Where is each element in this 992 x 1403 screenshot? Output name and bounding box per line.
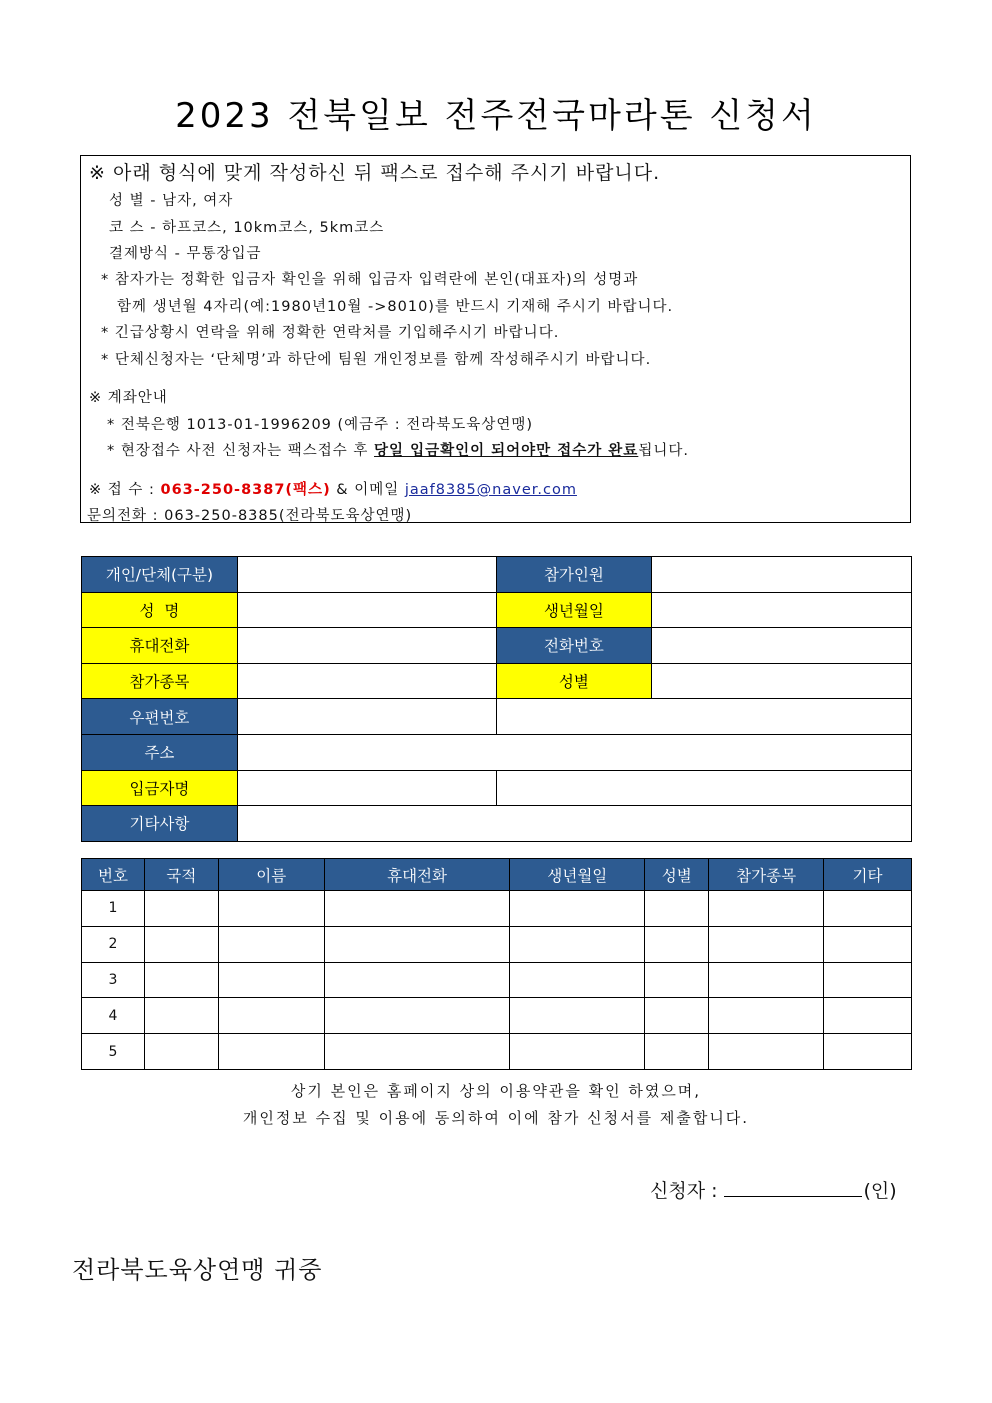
row-number: 4 <box>82 998 145 1034</box>
table-cell[interactable] <box>510 1034 645 1070</box>
table-cell[interactable] <box>510 926 645 962</box>
notice-depositor-note: * 참자가는 정확한 입금자 확인을 위해 입금자 입력란에 본인(대표자)의 성명과 <box>101 272 639 288</box>
table-cell[interactable] <box>824 962 912 998</box>
col-header-name: 이름 <box>218 859 324 891</box>
table-cell[interactable] <box>824 998 912 1034</box>
recipient-footer: 전라북도육상연맹 귀중 <box>72 1256 323 1284</box>
table-cell[interactable] <box>510 962 645 998</box>
inquiry-phone: 문의전화 : 063-250-8385(전라북도육상연맹) <box>87 508 413 524</box>
table-cell[interactable] <box>510 998 645 1034</box>
table-row <box>82 926 912 962</box>
table-cell[interactable] <box>144 926 218 962</box>
field-category[interactable] <box>237 557 496 593</box>
label-etc: 기타사항 <box>82 806 238 842</box>
table-row <box>82 998 912 1034</box>
table-cell[interactable] <box>144 998 218 1034</box>
field-event[interactable] <box>237 663 496 699</box>
col-header-birth: 생년월일 <box>510 859 645 891</box>
onsite-emphasis: 당일 입금확인이 되어야만 접수가 완료 <box>374 443 639 459</box>
col-header-etc: 기타 <box>824 859 912 891</box>
table-cell[interactable] <box>645 1034 709 1070</box>
field-zip[interactable] <box>237 699 496 735</box>
table-cell[interactable] <box>709 926 824 962</box>
signature-field[interactable] <box>724 1178 862 1197</box>
table-cell[interactable] <box>824 1034 912 1070</box>
row-number: 5 <box>82 1034 145 1070</box>
label-mobile: 휴대전화 <box>82 628 238 664</box>
notice-group-note: * 단체신청자는 ‘단체명’과 하단에 팀원 개인정보를 함께 작성해주시기 바랍니다. <box>101 352 652 368</box>
table-cell[interactable] <box>324 962 510 998</box>
label-gender: 성별 <box>496 663 652 699</box>
notice-contact-note: * 긴급상황시 연락을 위해 정확한 연락처를 기입해주시기 바랍니다. <box>101 325 560 341</box>
table-cell[interactable] <box>645 998 709 1034</box>
table-cell[interactable] <box>324 998 510 1034</box>
field-phone[interactable] <box>652 628 912 664</box>
label-birth: 생년월일 <box>496 592 652 628</box>
fax-number: 063-250-8387(팩스) <box>160 482 331 498</box>
label-phone: 전화번호 <box>496 628 652 664</box>
notice-payment: 결제방식 - 무통장입금 <box>109 246 262 262</box>
table-row <box>82 1034 912 1070</box>
account-bank: * 전북은행 1013-01-1996209 (예금주 : 전라북도육상연맹) <box>107 417 533 433</box>
table-cell[interactable] <box>218 891 324 927</box>
table-cell[interactable] <box>324 891 510 927</box>
applicant-info-table <box>81 556 912 842</box>
table-cell[interactable] <box>144 1034 218 1070</box>
label-participants: 참가인원 <box>496 557 652 593</box>
field-participants[interactable] <box>652 557 912 593</box>
table-row <box>82 962 912 998</box>
field-birth[interactable] <box>652 592 912 628</box>
label-zip: 우편번호 <box>82 699 238 735</box>
col-header-event: 참가종목 <box>709 859 824 891</box>
notice-depositor-note-2: 함께 생년월 4자리(예:1980년10월 ->8010)를 반드시 기재해 주시기 바랍니다. <box>117 299 674 315</box>
table-cell[interactable] <box>709 891 824 927</box>
field-depositor[interactable] <box>237 770 496 806</box>
label-name: 성 명 <box>82 592 238 628</box>
table-row <box>82 891 912 927</box>
table-cell[interactable] <box>709 1034 824 1070</box>
col-header-mobile: 휴대전화 <box>324 859 510 891</box>
notice-gender: 성 별 - 남자, 여자 <box>109 193 234 209</box>
table-cell[interactable] <box>824 926 912 962</box>
field-etc[interactable] <box>237 806 911 842</box>
account-heading: ※ 계좌안내 <box>89 390 168 406</box>
team-members-table <box>81 858 912 1070</box>
field-zip-extra[interactable] <box>496 699 912 735</box>
reception-label: ※ 접 수 : <box>89 482 161 498</box>
onsite-suffix: 됩니다. <box>638 443 689 459</box>
field-mobile[interactable] <box>237 628 496 664</box>
table-cell[interactable] <box>709 998 824 1034</box>
table-cell[interactable] <box>645 962 709 998</box>
label-depositor: 입금자명 <box>82 770 238 806</box>
label-event: 참가종목 <box>82 663 238 699</box>
consent-line-2: 개인정보 수집 및 이용에 동의하여 이에 참가 신청서를 제출합니다. <box>242 1109 750 1127</box>
table-cell[interactable] <box>510 891 645 927</box>
table-cell[interactable] <box>645 891 709 927</box>
consent-line-1: 상기 본인은 홈페이지 상의 이용약관을 확인 하였으며, <box>290 1082 702 1100</box>
table-cell[interactable] <box>218 926 324 962</box>
label-address: 주소 <box>82 734 238 770</box>
notice-box <box>80 155 911 523</box>
onsite-note <box>107 439 689 460</box>
table-cell[interactable] <box>824 891 912 927</box>
table-cell[interactable] <box>144 962 218 998</box>
row-number: 2 <box>82 926 145 962</box>
email-link[interactable]: jaaf8385@naver.com <box>404 482 577 498</box>
col-header-gender: 성별 <box>645 859 709 891</box>
signer-label: 신청자 : <box>650 1180 718 1202</box>
table-cell[interactable] <box>709 962 824 998</box>
signer-line <box>650 1176 897 1203</box>
field-address[interactable] <box>237 734 911 770</box>
table-cell[interactable] <box>324 1034 510 1070</box>
reception-line <box>89 478 577 499</box>
table-cell[interactable] <box>324 926 510 962</box>
table-cell[interactable] <box>645 926 709 962</box>
field-gender[interactable] <box>652 663 912 699</box>
label-category: 개인/단체(구분) <box>82 557 238 593</box>
notice-course: 코 스 - 하프코스, 10km코스, 5km코스 <box>109 220 385 236</box>
row-number: 3 <box>82 962 145 998</box>
table-cell[interactable] <box>218 998 324 1034</box>
col-header-number: 번호 <box>82 859 145 891</box>
table-cell[interactable] <box>218 962 324 998</box>
page-title: 2023 전북일보 전주전국마라톤 신청서 <box>175 96 817 136</box>
onsite-prefix: * 현장접수 사전 신청자는 팩스접수 후 <box>107 443 375 459</box>
email-label: & 이메일 <box>330 482 405 498</box>
field-name[interactable] <box>237 592 496 628</box>
row-number: 1 <box>82 891 145 927</box>
field-depositor-extra[interactable] <box>496 770 912 806</box>
col-header-nationality: 국적 <box>144 859 218 891</box>
seal-mark: (인) <box>863 1180 897 1202</box>
table-cell[interactable] <box>218 1034 324 1070</box>
notice-heading: ※ 아래 형식에 맞게 작성하신 뒤 팩스로 접수해 주시기 바랍니다. <box>89 162 661 184</box>
table-cell[interactable] <box>144 891 218 927</box>
